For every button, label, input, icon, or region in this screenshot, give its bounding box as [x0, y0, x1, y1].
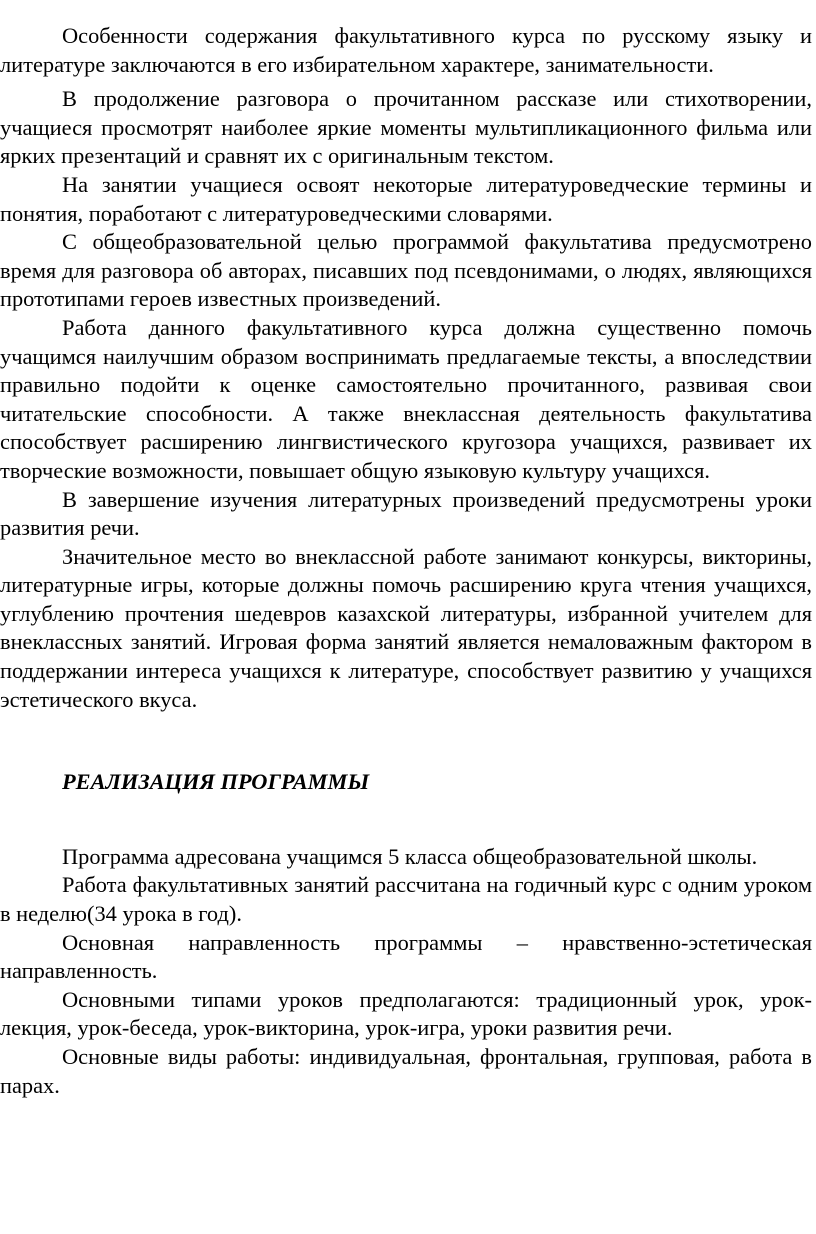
intro-paragraph-7: Значительное место во внеклассной работе занимают конкурсы, викторины, литературные игры, которые должны помочь расширению круга чтения учащихся, углублению прочтения шедевров казахской литературы, избранной учителем для внеклассных занятий. Игровая форма занятий является немаловажным фактором в поддержании интереса учащихся к литературе, способствует развитию у учащихся эстетического вкуса. — [0, 543, 812, 712]
intro-paragraph-5: Работа данного факультативного курса должна существенно помочь учащимся наилучшим образом воспринимать предлагаемые тексты, а впоследствии правильно подойти к оценке самостоятельно прочитанного, развивая свои читательские способности. А также внеклассная деятельность факультатива способствует расширению лингвистического кругозора учащихся, развивает их творческие возможности, повышает общую языковую культуру учащихся. — [0, 314, 812, 483]
intro-paragraph-3: На занятии учащиеся освоят некоторые литературоведческие термины и понятия, поработают с литературоведческими словарями. — [0, 171, 812, 226]
section-paragraph-2: Работа факультативных занятий рассчитана на годичный курс с одним уроком в неделю(34 урока в год). — [0, 872, 812, 927]
document-page — [0, 22, 812, 1100]
section-paragraph-3: Основная направленность программы – нравственно-эстетическая направленность. — [0, 929, 812, 984]
section-paragraph-5: Основные виды работы: индивидуальная, фронтальная, групповая, работа в парах. — [0, 1044, 812, 1098]
section-spacer — [0, 714, 812, 768]
section-heading: РЕАЛИЗАЦИЯ ПРОГРАММЫ — [62, 769, 370, 795]
intro-paragraph-6: В завершение изучения литературных произведений предусмотрены уроки развития речи. — [0, 486, 812, 541]
section-paragraph-4: Основными типами уроков предполагаются: традиционный урок, урок-лекция, урок-беседа, урок-викторина, урок-игра, уроки развития речи. — [0, 986, 812, 1041]
section-paragraph-1: Программа адресована учащимся 5 класса общеобразовательной школы. — [62, 843, 758, 869]
intro-paragraph-4: С общеобразовательной целью программой факультатива предусмотрено время для разговора об авторах, писавших под псевдонимами, о людях, являющихся прототипами героев известных произведений. — [0, 229, 812, 312]
intro-paragraph-1: Особенности содержания факультативного курса по русскому языку и литературе заключаются в его избирательном характере, занимательности. — [0, 23, 812, 77]
section-spacer — [0, 797, 812, 843]
intro-paragraph-2: В продолжение разговора о прочитанном рассказе или стихотворении, учащиеся просмотрят наиболее яркие моменты мультипликационного фильма или ярких презентаций и сравнят их с оригинальным текстом. — [0, 86, 812, 169]
